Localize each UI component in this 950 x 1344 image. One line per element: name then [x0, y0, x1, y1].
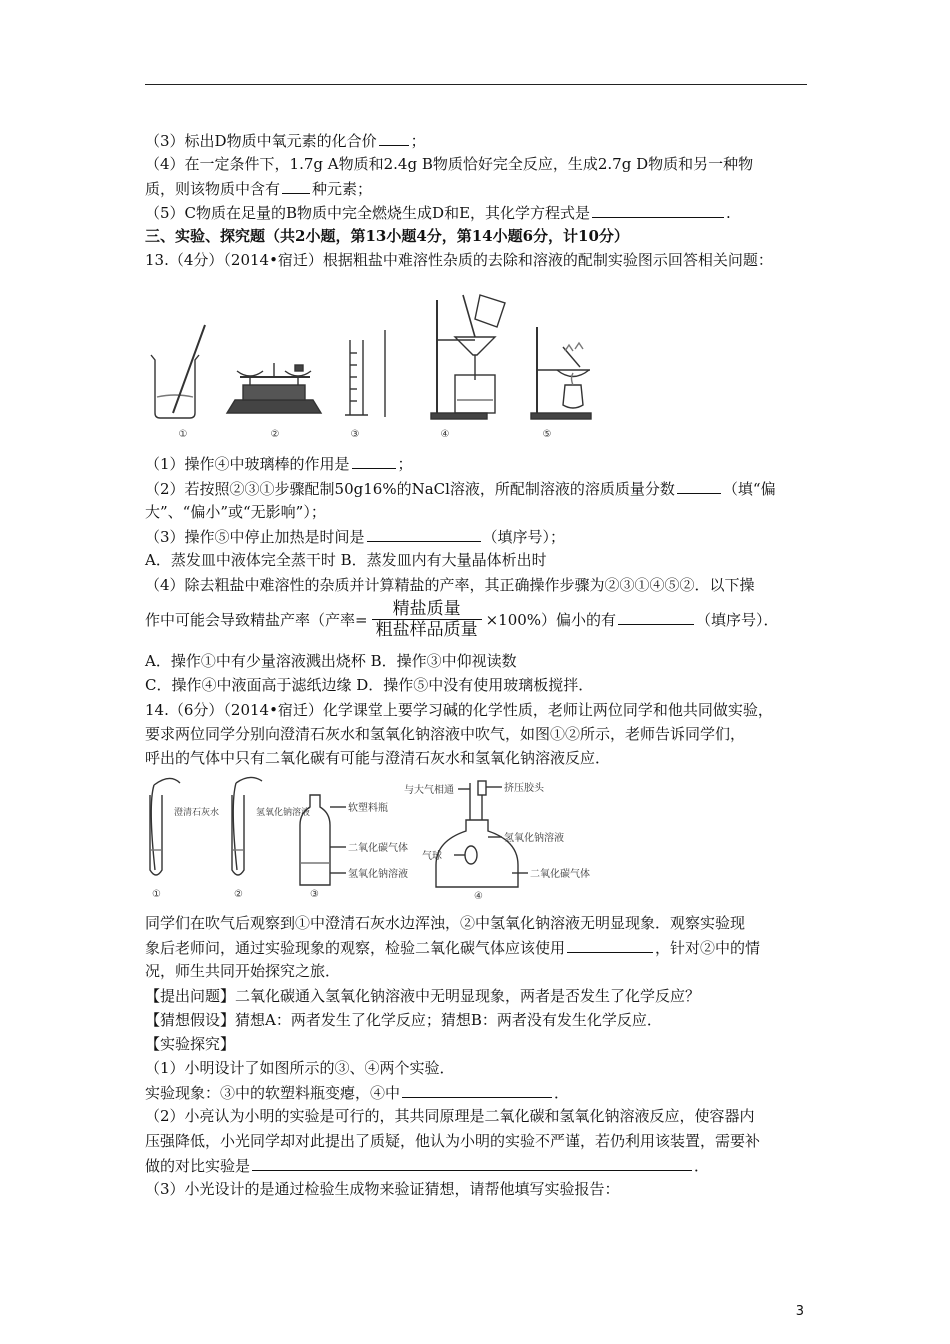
q5-line: [145, 202, 731, 223]
q13-3-pre: （3）操作⑤中停止加热是时间是: [145, 528, 365, 546]
yield-fraction: [372, 599, 482, 640]
header-rule: [145, 84, 807, 85]
fig2-label-3: ③: [310, 889, 319, 900]
q14-e-pre: 象后老师问，通过实验现象的观察，检验二氧化碳气体应该使用: [145, 939, 566, 957]
q13-2-line-b: 大”、“偏小”或“无影响”）；: [145, 503, 326, 521]
q14-observation-a: 同学们在吹气后观察到①中澄清石灰水边浑浊，②中氢氧化钠溶液无明显现象．观察实验现: [145, 914, 746, 932]
fig1-label-4: ④: [440, 429, 450, 440]
q3-end: ；: [410, 132, 426, 150]
q5-post: .: [726, 204, 731, 222]
q14-observation-c: 况，师生共同开始探究之旅．: [145, 962, 341, 980]
test-tube-naoh-icon: [232, 777, 262, 875]
exp-2-line-a: （2）小亮认为小明的实验是可行的，其共同原理是二氧化碳和氢氧化钠溶液反应，使容器内: [145, 1107, 755, 1125]
page-number: 3: [795, 1304, 804, 1319]
q13-3-blank[interactable]: [367, 526, 481, 542]
q13-2-blank[interactable]: [677, 478, 721, 494]
q3-blank[interactable]: [379, 130, 409, 146]
q14-observation-b: [145, 937, 760, 958]
flask-label-dropper: 挤压胶头: [504, 783, 544, 794]
exp-1-obs-pre: 实验现象：③中的软塑料瓶变瘪，④中: [145, 1084, 401, 1102]
q13-4-pre: 作中可能会导致精盐产率（产率=: [145, 611, 368, 629]
balance-scale-icon: [227, 363, 321, 413]
exp-2-pre: 做的对比实验是: [145, 1157, 251, 1175]
fig1-label-2: ②: [270, 429, 280, 440]
fig1-label-5: ⑤: [542, 429, 552, 440]
figure-1-apparatus: [145, 285, 615, 445]
flask-label-co2: 二氧化碳气体: [530, 869, 590, 880]
evaporation-setup-icon: [531, 327, 591, 419]
exp-1-line: （1）小明设计了如图所示的③、④两个实验．: [145, 1059, 455, 1077]
exp-2-line-b: 压强降低，小光同学却对此提出了质疑，他认为小明的实验不严谨，若仍利用该装置，需要补: [145, 1132, 761, 1150]
experiment-heading: 【实验探究】: [145, 1035, 236, 1053]
bottle-label-plastic: 软塑料瓶: [348, 803, 388, 814]
q13-2-line: [145, 478, 776, 499]
exp-3-line: （3）小光设计的是通过检验生成物来验证猜想，请帮他填写实验报告：: [145, 1180, 620, 1198]
q3-text: （3）标出D物质中氧元素的化合价: [145, 132, 377, 150]
q5-pre: （5）C物质在足量的B物质中完全燃烧生成D和E，其化学方程式是: [145, 204, 591, 222]
exp-2-blank[interactable]: [252, 1155, 692, 1171]
figure-1-svg: [145, 285, 615, 445]
q13-1-line: [145, 453, 413, 474]
flask-label-balloon: 气球: [422, 851, 442, 862]
exp-2-post: ．: [694, 1157, 710, 1175]
q13-stem: 13.（4分）（2014•宿迁）根据粗盐中难溶性杂质的去除和溶液的配制实验图示回答相关问题：: [145, 251, 773, 269]
q13-3-post: （填序号）；: [482, 528, 566, 546]
fig1-label-3: ③: [350, 429, 360, 440]
figure-2-experiments: [140, 775, 650, 905]
q13-1-post: ；: [397, 455, 413, 473]
hypothesis: 【猜想假设】猜想A：两者发生了化学反应；猜想B：两者没有发生化学反应．: [145, 1011, 662, 1029]
q4-line-b: [145, 178, 372, 199]
q13-4-line-b: [145, 600, 779, 642]
tube1-label: 澄清石灰水: [174, 808, 220, 818]
q14-stem-b: 要求两位同学分别向澄清石灰水和氢氧化钠溶液中吹气，如图①②所示，老师告诉同学们，: [145, 725, 746, 743]
flask-label-air: 与大气相通: [404, 785, 454, 796]
q13-4-options-ab: A．操作①中有少量溶液溅出烧杯 B．操作③中仰视读数: [145, 652, 517, 670]
q14-stem-a: 14.（6分）（2014•宿迁）化学课堂上要学习碱的化学性质，老师让两位同学和他共同做实验，: [145, 701, 773, 719]
fig1-label-1: ①: [178, 429, 188, 440]
test-tube-limewater-icon: [150, 778, 180, 875]
fig2-label-4: ④: [474, 891, 483, 902]
q3-line: [145, 130, 426, 151]
fig2-label-1: ①: [152, 889, 161, 900]
bottle-label-naoh: 氢氧化钠溶液: [348, 869, 408, 880]
q13-4-mid: ×100%）偏小的有: [485, 611, 617, 629]
q13-3-line: [145, 526, 565, 547]
q5-blank[interactable]: [592, 202, 724, 218]
fraction-numerator: 精盐质量: [372, 599, 482, 620]
q14-e-blank[interactable]: [567, 937, 653, 953]
q14-stem-c: 呼出的气体中只有二氧化碳有可能与澄清石灰水和氢氧化钠溶液反应．: [145, 749, 611, 767]
ask-question: 【提出问题】二氧化碳通入氢氧化钠溶液中无明显现象，两者是否发生了化学反应？: [145, 987, 701, 1005]
fig2-label-2: ②: [234, 889, 243, 900]
q13-4-options-cd: C．操作④中液面高于滤纸边缘 D．操作⑤中没有使用玻璃板搅拌．: [145, 676, 594, 694]
flask-label-naoh: 氢氧化钠溶液: [504, 833, 564, 844]
q4-pre: 质，则该物质中含有: [145, 180, 281, 198]
q13-3-options: A．蒸发皿中液体完全蒸干时 B．蒸发皿内有大量晶体析出时: [145, 551, 547, 569]
q14-e-post: ，针对②中的情: [655, 939, 761, 957]
q4-post: 种元素；: [312, 180, 373, 198]
q13-2-post: （填“偏: [722, 480, 776, 498]
section-3-heading: 三、实验、探究题（共2小题，第13小题4分，第14小题6分，计10分）: [145, 227, 629, 245]
bottle-label-co2: 二氧化碳气体: [348, 843, 408, 854]
q13-1-pre: （1）操作④中玻璃棒的作用是: [145, 455, 350, 473]
q13-4-line-a: （4）除去粗盐中难溶性的杂质并计算精盐的产率，其正确操作步骤为②③①④⑤②．以下操: [145, 576, 755, 594]
q13-2-pre: （2）若按照②③①步骤配制50g16%的NaCl溶液，所配制溶液的溶质质量分数: [145, 480, 675, 498]
exp-2-line-c: [145, 1155, 709, 1176]
figure-2-svg: [140, 775, 650, 905]
tube2-label: 氢氧化钠溶液: [256, 808, 311, 818]
q13-1-blank[interactable]: [352, 453, 396, 469]
q4-blank[interactable]: [282, 178, 310, 194]
graduated-cylinder-icon: [345, 330, 385, 417]
exp-1-blank[interactable]: [402, 1082, 552, 1098]
q13-4-blank[interactable]: [618, 609, 694, 625]
filtration-setup-icon: [431, 295, 505, 419]
beaker-with-rod-icon: [151, 325, 205, 418]
exp-1-observation: [145, 1082, 569, 1103]
q4-line-a: （4）在一定条件下，1.7g A物质和2.4g B物质恰好完全反应，生成2.7g D物质和另一种物: [145, 155, 754, 173]
exp-1-obs-post: ．: [554, 1084, 570, 1102]
q13-4-post: （填序号）．: [696, 611, 779, 629]
fraction-denominator: 粗盐样品质量: [375, 619, 478, 640]
